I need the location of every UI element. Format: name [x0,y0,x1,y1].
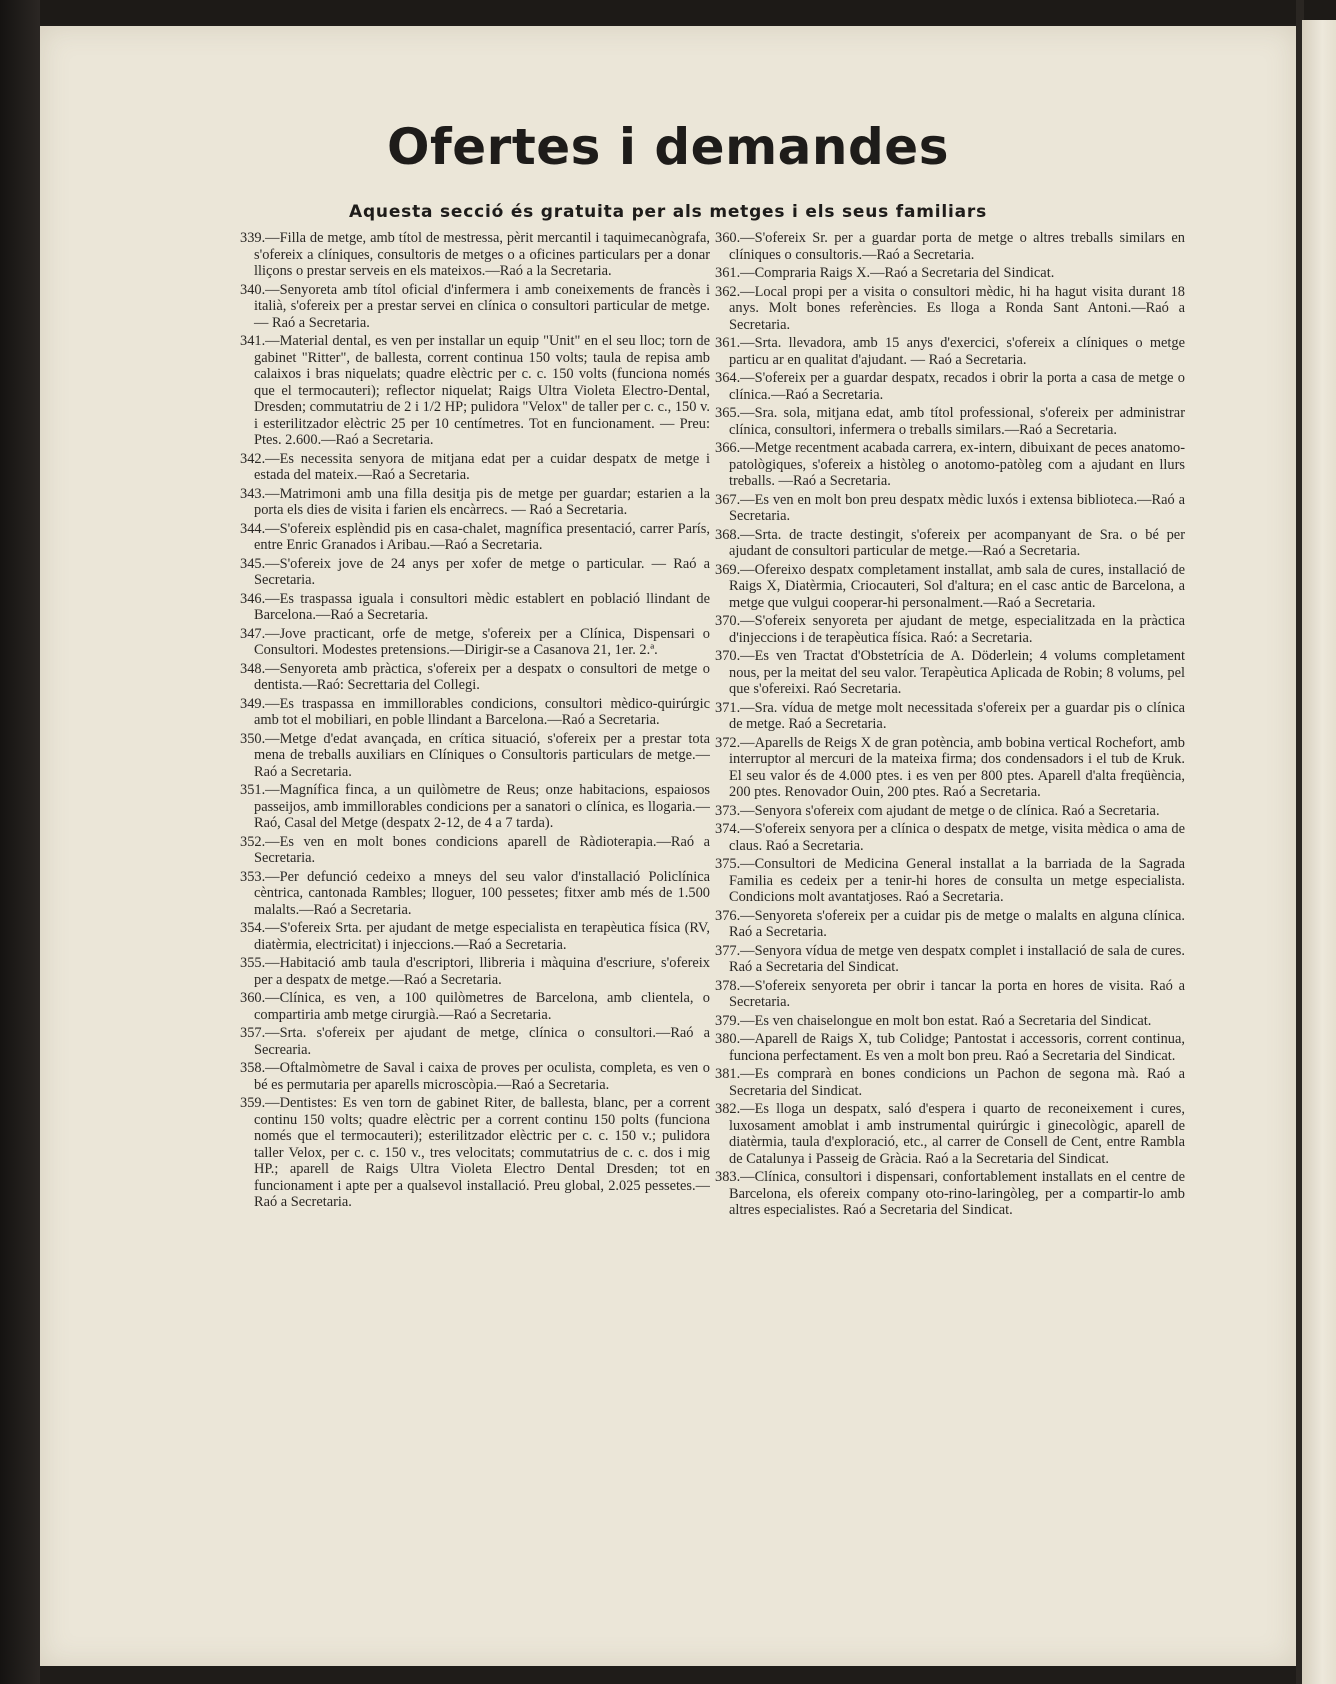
right-column [715,230,1185,1590]
scan-left-edge [0,0,40,1684]
scan-top-edge [0,0,1336,24]
classified-entry: 365.—Sra. sola, mitjana edat, amb títol professional, s'ofereix per administrar clínica, consultori, infermera o treballs similars.—Raó a Secretaria. [715,405,1185,438]
classified-entry: 375.—Consultori de Medicina General installat a la barriada de la Sagrada Familia es cedeix per a tenir-hi hores de consulta un metge especialista. Condicions molt avantatjoses. Raó a Secretaria. [715,856,1185,905]
page-subtitle: Aquesta secció és gratuita per als metges i els seus familiars [349,202,987,222]
classified-entry: 382.—Es lloga un despatx, saló d'espera i quarto de reconeixement i cures, luxosament amoblat i amb instrumental quirúrgic i ginecològic, aparell de diatèrmia, taula d'exploració, etc., al carrer de Consell de Cent, entre Rambla de Catalunya i Passeig de Gràcia. Raó a la Secretaria del Sindicat. [715,1101,1185,1167]
classified-entry: 371.—Sra. vídua de metge molt necessitada s'ofereix per a guardar pis o clínica de metge. Raó a Secretaria. [715,699,1185,732]
classified-entry: 350.—Metge d'edat avançada, en crítica situació, s'ofereix per a prestar tota mena de treballs auxiliars en Clíniques o Consultoris particulars de metge.—Raó a Secretaria. [240,730,710,780]
classified-entry: 344.—S'ofereix esplèndid pis en casa-chalet, magnífica presentació, carrer París, entre Enric Granados i Aribau.—Raó a Secretaria. [240,520,710,553]
classified-entry: 378.—S'ofereix senyoreta per obrir i tancar la porta en hores de visita. Raó a Secretaria. [715,977,1185,1010]
page-title: Ofertes i demandes [387,118,949,176]
classified-entry: 372.—Aparells de Reigs X de gran potència, amb bobina vertical Rochefort, amb interruptor al mercuri de la mateixa firma; dos condensadors i el tub de Kruk. El seu valor és de 4.000 ptes. i es ven per 800 ptes. Aparell d'alta freqüència, 200 ptes. Renovador Ouin, 200 ptes. Raó a Secretaria. [715,734,1185,800]
classified-entry: 379.—Es ven chaiselongue en molt bon estat. Raó a Secretaria del Sindicat. [715,1012,1152,1029]
classified-entry: 362.—Local propi per a visita o consultori mèdic, hi ha hagut visita durant 18 anys. Molt bones referències. Es lloga a Ronda Sant Antoni.—Raó a Secretaria. [715,283,1185,333]
classified-entry: 370.—Es ven Tractat d'Obstetrícia de A. Döderlein; 4 volums completament nous, per la meitat del seu valor. Terapèutica Aplicada de Robin; 8 volums, pel que s'ofereixi. Raó Secretaria. [715,648,1185,697]
classified-entry: 343.—Matrimoni amb una filla desitja pis de metge per guardar; estarien a la porta els dies de visita i farien els encàrrecs. — Raó a Secretaria. [240,485,710,518]
classified-entry: 364.—S'ofereix per a guardar despatx, recados i obrir la porta a casa de metge o clínica.—Raó a Secretaria. [715,370,1185,403]
classified-entry: 359.—Dentistes: Es ven torn de gabinet Riter, de ballesta, blanc, per a corrent continu 150 volts; quadre elèctric per a corrent continu 150 polts (funciona només que el termocauteri); esterilitzador elèctric per c. c. 150 v.; pulidora taller Velox, per c. c. 150 v., tres velocitats; commutatrius de c. c. dos i mig HP.; aparell de Raigs Ultra Violeta Electro Dental Dresden; tot en funcionament i apte per a qualsevol installació. Preu global, 2.025 pessetes.—Raó a Secretaria. [240,1095,710,1210]
classified-entry: 360.—S'ofereix Sr. per a guardar porta de metge o altres treballs similars en clíniques o consultoris.—Raó a Secretaria. [715,230,1185,263]
classified-entry: 341.—Material dental, es ven per installar un equip "Unit" en el seu lloc; torn de gabinet "Ritter", de ballesta, corrent continua 150 volts; taula de repisa amb calaixos i bras niquelats; quadre elèctric per c. c. 150 volts (funciona només que el termocauteri); reflector niquelat; Raigs Ultra Violeta Electro-Dental, Dresden; commutatriu de 2 i 1/2 HP; pulidora "Velox" de taller per c. c., 150 v. i esterilitzador elèctric 25 per 10 centímetres. Tot en funcionament. — Preu: Ptes. 2.600.—Raó a Secretaria. [240,333,710,448]
classified-entry: 367.—Es ven en molt bon preu despatx mèdic luxós i extensa biblioteca.—Raó a Secretaria. [715,491,1185,524]
classified-entry: 348.—Senyoreta amb pràctica, s'ofereix per a despatx o consultori de metge o dentista.—Raó: Secrettaria del Collegi. [240,660,710,693]
classified-entry: 340.—Senyoreta amb títol oficial d'infermera i amb coneixements de francès i italià, s'ofereix per a prestar servei en clínica o consultori particular de metge. — Raó a Secretaria. [240,281,710,331]
classified-entry: 381.—Es comprarà en bones condicions un Pachon de segona mà. Raó a Secretaria del Sindicat. [715,1066,1185,1099]
classified-entry: 376.—Senyoreta s'ofereix per a cuidar pis de metge o malalts en alguna clínica. Raó a Secretaria. [715,907,1185,940]
classified-entry: 358.—Oftalmòmetre de Saval i caixa de proves per oculista, completa, es ven o bé es permutaria per aparells microscòpia.—Raó a Secretaria. [240,1060,710,1093]
classified-entry: 368.—Srta. de tracte destingit, s'ofereix per acompanyant de Sra. o bé per ajudant de consultori particular de metge.—Raó a Secretaria. [715,526,1185,559]
classified-entry: 361.—Srta. llevadora, amb 15 anys d'exercici, s'ofereix a clíniques o metge particu ar en qualitat d'ajudant. — Raó a Secretaria. [715,335,1185,368]
classified-entry: 355.—Habitació amb taula d'escriptori, llibreria i màquina d'escriure, s'ofereix per a despatx de metge.—Raó a Secretaria. [240,955,710,988]
classified-entry: 349.—Es traspassa en immillorables condicions, consultori mèdico-quirúrgic amb tot el mobiliari, en poble llindant a Barcelona.—Raó a Secretaria. [240,695,710,728]
classified-entry: 360.—Clínica, es ven, a 100 quilòmetres de Barcelona, amb clientela, o compartiria amb metge cirurgià.—Raó a Secretaria. [240,990,710,1023]
classified-entry: 354.—S'ofereix Srta. per ajudant de metge especialista en terapèutica física (RV, diatèrmia, electricitat) i injeccions.—Raó a Secretaria. [240,920,710,953]
left-column [240,230,710,1590]
document-page [40,26,1296,1666]
classified-entry: 357.—Srta. s'ofereix per ajudant de metge, clínica o consultori.—Raó a Secrearia. [240,1025,710,1058]
classified-entry: 380.—Aparell de Raigs X, tub Colidge; Pantostat i accessoris, corrent continua, funciona perfectament. Es ven a molt bon preu. Raó a Secretaria del Sindicat. [715,1031,1185,1064]
classified-entry: 377.—Senyora vídua de metge ven despatx complet i installació de sala de cures. Raó a Secretaria del Sindicat. [715,942,1185,975]
classified-entry: 369.—Ofereixo despatx completament installat, amb sala de cures, installació de Raigs X, Diatèrmia, Criocauteri, Sol d'altura; en el casc antic de Barcelona, a metge que vulgui cooperar-hi personalment.—Raó a Secretaria. [715,561,1185,611]
classified-entry: 353.—Per defunció cedeixo a mneys del seu valor d'installació Policlínica cèntrica, cantonada Rambles; lloguer, 100 pessetes; fitxer amb més de 1.500 malalts.—Raó a Secretaria. [240,868,710,918]
classified-entry: 342.—Es necessita senyora de mitjana edat per a cuidar despatx de metge i estada del mateix.—Raó a Secretaria. [240,450,710,483]
classified-entry: 339.—Filla de metge, amb títol de mestressa, pèrit mercantil i taquimecanògrafa, s'ofereix a clíniques, consultoris de metges o a oficines particulars per a donar lliçons o prestar serveis en els mateixos.—Raó a la Secretaria. [240,230,710,279]
classified-entry: 383.—Clínica, consultori i dispensari, confortablement installats en el centre de Barcelona, els ofereix company oto-rino-laringòleg, per a compartir-lo amb altres especialistes. Raó a Secretaria del Sindicat. [715,1169,1185,1218]
classified-entry: 345.—S'ofereix jove de 24 anys per xofer de metge o particular. — Raó a Secretaria. [240,555,710,588]
classified-entry: 347.—Jove practicant, orfe de metge, s'ofereix per a Clínica, Dispensari o Consultori. Modestes pretensions.—Dirigir-se a Casanova 21, 1er. 2.ª. [240,625,710,658]
classified-entry: 373.—Senyora s'ofereix com ajudant de metge o de clínica. Raó a Secretaria. [715,802,1160,819]
classified-entry: 370.—S'ofereix senyoreta per ajudant de metge, especialitzada en la pràctica d'injeccions i de terapèutica física. Raó: a Secretaria. [715,613,1185,646]
classified-entry: 374.—S'ofereix senyora per a clínica o despatx de metge, visita mèdica o ama de claus. Raó a Secretaria. [715,821,1185,854]
classified-entry: 351.—Magnífica finca, a un quilòmetre de Reus; onze habitacions, espaiosos passeijos, amb immillorables condicions per a sanatori o clínica, es llogaria.—Raó, Casal del Metge (despatx 2-12, de 4 a 7 tarda). [240,782,710,831]
classified-entry: 366.—Metge recentment acabada carrera, ex-intern, dibuixant de peces anatomo-patològiques, s'ofereix a històleg o anotomo-patòleg com a ajudant en llurs treballs. —Raó a Secretaria. [715,440,1185,489]
classified-entry: 346.—Es traspassa iguala i consultori mèdic establert en població llindant de Barcelona.—Raó a Secretaria. [240,590,710,623]
next-page-edge [1302,20,1336,1684]
classified-entry: 352.—Es ven en molt bones condicions aparell de Ràdioterapia.—Raó a Secretaria. [240,833,710,866]
classified-entry: 361.—Compraria Raigs X.—Raó a Secretaria del Sindicat. [715,265,1055,281]
